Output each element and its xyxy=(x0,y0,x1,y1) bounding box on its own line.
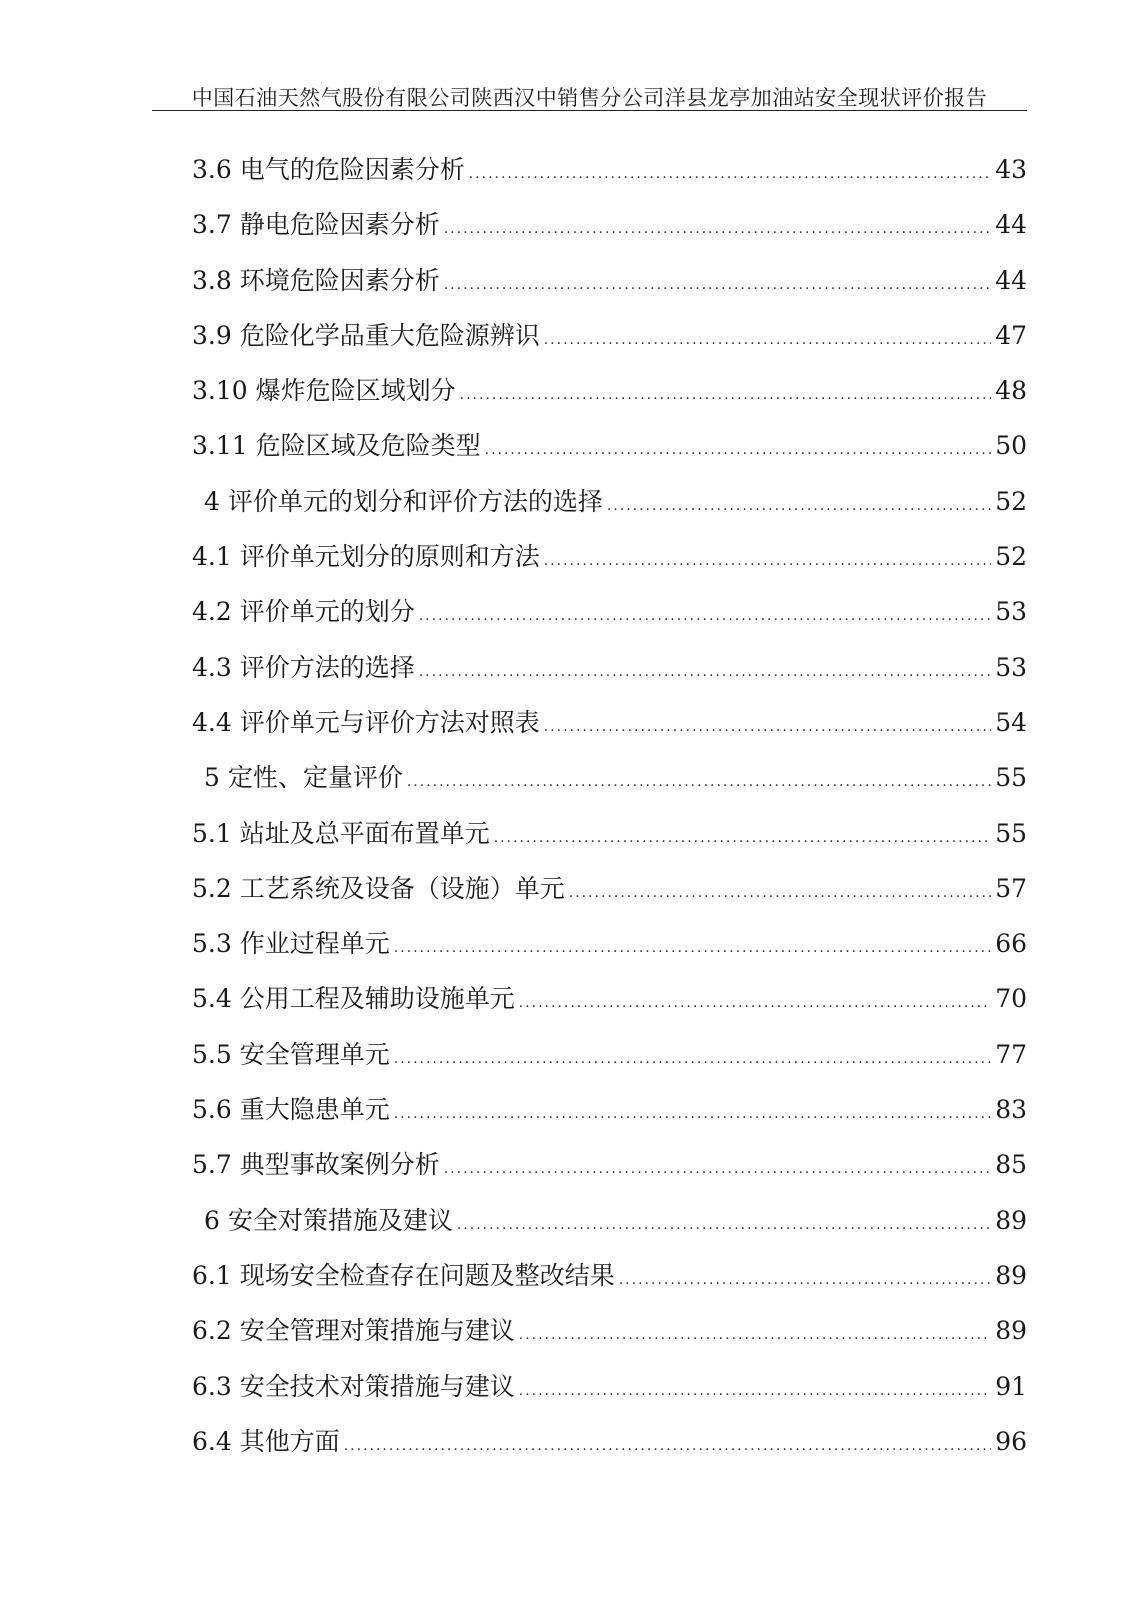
toc-entry[interactable] xyxy=(192,308,1027,363)
toc-entry-page-number: 66 xyxy=(995,929,1027,959)
toc-dot-leader xyxy=(344,1419,991,1474)
toc-entry-title: 3.6 电气的危险因素分析 xyxy=(192,155,465,184)
table-of-contents xyxy=(192,142,1027,1469)
toc-dot-leader xyxy=(419,645,991,700)
toc-entry-title: 4.1 评价单元划分的原则和方法 xyxy=(192,542,540,572)
toc-dot-leader xyxy=(619,1253,991,1308)
toc-entry-title: 6.3 安全技术对策措施与建议 xyxy=(192,1371,515,1401)
toc-entry-page-number: 57 xyxy=(995,873,1027,903)
toc-entry-title: 4.4 评价单元与评价方法对照表 xyxy=(192,707,540,737)
toc-entry-title: 4.2 评价单元的划分 xyxy=(192,597,415,627)
toc-entry[interactable] xyxy=(192,1137,1027,1192)
toc-entry-title: 3.8 环境危险因素分析 xyxy=(192,265,440,295)
toc-entry[interactable] xyxy=(192,750,1027,805)
toc-dot-leader xyxy=(460,368,992,423)
toc-entry-title: 5.3 作业过程单元 xyxy=(192,929,390,959)
toc-entry-page-number: 55 xyxy=(995,818,1027,848)
toc-entry-page-number: 55 xyxy=(995,763,1027,793)
toc-entry-page-number: 50 xyxy=(995,431,1027,461)
toc-entry[interactable] xyxy=(192,916,1027,971)
toc-dot-leader xyxy=(444,1142,991,1197)
toc-entry[interactable] xyxy=(192,1082,1027,1137)
toc-entry-page-number: 96 xyxy=(995,1426,1027,1456)
toc-entry[interactable] xyxy=(192,584,1027,639)
toc-entry[interactable] xyxy=(192,418,1027,473)
toc-entry-title: 3.7 静电危险因素分析 xyxy=(192,210,440,240)
toc-entry-page-number: 44 xyxy=(995,210,1027,240)
toc-entry-page-number: 89 xyxy=(995,1205,1027,1235)
toc-entry[interactable] xyxy=(192,1193,1027,1248)
toc-entry-title: 5.2 工艺系统及设备（设施）单元 xyxy=(192,873,565,903)
toc-dot-leader xyxy=(485,423,992,478)
toc-dot-leader xyxy=(519,976,991,1031)
toc-dot-leader xyxy=(444,258,991,313)
toc-dot-leader xyxy=(569,866,991,921)
toc-dot-leader xyxy=(494,811,991,866)
toc-entry[interactable] xyxy=(192,529,1027,584)
toc-entry[interactable] xyxy=(192,253,1027,308)
toc-entry-title: 6.4 其他方面 xyxy=(192,1426,340,1456)
toc-entry-page-number: 52 xyxy=(995,542,1027,572)
toc-entry-page-number: 89 xyxy=(995,1316,1027,1346)
toc-dot-leader xyxy=(394,1032,991,1087)
toc-entry-title: 3.10 爆炸危险区域划分 xyxy=(192,376,456,406)
toc-entry-title: 5.1 站址及总平面布置单元 xyxy=(192,818,490,848)
toc-entry-page-number: 83 xyxy=(995,1095,1027,1125)
toc-dot-leader xyxy=(457,1198,991,1253)
toc-entry[interactable] xyxy=(192,474,1027,529)
toc-entry-page-number: 47 xyxy=(995,320,1027,350)
toc-dot-leader xyxy=(519,1308,991,1363)
page-header: 中国石油天然气股份有限公司陕西汉中销售分公司洋县龙亭加油站安全现状评价报告 xyxy=(191,86,988,110)
toc-entry-page-number: 53 xyxy=(995,597,1027,627)
toc-entry-page-number: 70 xyxy=(995,984,1027,1014)
toc-entry[interactable] xyxy=(192,197,1027,252)
toc-entry-page-number: 43 xyxy=(995,155,1027,184)
toc-dot-leader xyxy=(394,921,991,976)
toc-entry-title: 5.4 公用工程及辅助设施单元 xyxy=(192,984,515,1014)
toc-entry-title: 6 安全对策措施及建议 xyxy=(204,1205,453,1235)
toc-entry-title: 4 评价单元的划分和评价方法的选择 xyxy=(204,486,603,516)
toc-dot-leader xyxy=(544,313,991,368)
toc-dot-leader xyxy=(544,700,991,755)
toc-entry-page-number: 52 xyxy=(995,486,1027,516)
toc-entry-title: 5.5 安全管理单元 xyxy=(192,1039,390,1069)
toc-entry-page-number: 91 xyxy=(995,1371,1027,1401)
toc-entry-title: 5.6 重大隐患单元 xyxy=(192,1095,390,1125)
toc-entry[interactable] xyxy=(192,1303,1027,1358)
toc-entry-title: 5.7 典型事故案例分析 xyxy=(192,1150,440,1180)
toc-entry-title: 3.11 危险区域及危险类型 xyxy=(192,431,481,461)
toc-entry[interactable] xyxy=(192,1248,1027,1303)
toc-entry[interactable] xyxy=(192,1359,1027,1414)
toc-entry-title: 6.2 安全管理对策措施与建议 xyxy=(192,1316,515,1346)
toc-entry-page-number: 44 xyxy=(995,265,1027,295)
toc-entry-page-number: 77 xyxy=(995,1039,1027,1069)
toc-entry[interactable] xyxy=(192,363,1027,418)
toc-entry-title: 4.3 评价方法的选择 xyxy=(192,652,415,682)
toc-entry-title: 3.9 危险化学品重大危险源辨识 xyxy=(192,320,540,350)
toc-entry[interactable] xyxy=(192,1414,1027,1469)
toc-dot-leader xyxy=(444,202,991,257)
toc-dot-leader xyxy=(394,1087,991,1142)
toc-entry[interactable] xyxy=(192,971,1027,1026)
toc-entry-page-number: 48 xyxy=(995,376,1027,406)
toc-entry-page-number: 53 xyxy=(995,652,1027,682)
toc-entry[interactable] xyxy=(192,640,1027,695)
toc-entry[interactable] xyxy=(192,142,1027,197)
toc-entry-title: 5 定性、定量评价 xyxy=(204,763,403,793)
toc-entry-page-number: 85 xyxy=(995,1150,1027,1180)
toc-entry[interactable] xyxy=(192,1027,1027,1082)
toc-entry[interactable] xyxy=(192,806,1027,861)
header-divider xyxy=(152,110,1027,111)
toc-entry[interactable] xyxy=(192,861,1027,916)
toc-dot-leader xyxy=(607,479,991,534)
toc-dot-leader xyxy=(519,1364,991,1419)
toc-entry-page-number: 54 xyxy=(995,707,1027,737)
toc-entry-title: 6.1 现场安全检查存在问题及整改结果 xyxy=(192,1260,615,1290)
toc-dot-leader xyxy=(469,147,991,202)
toc-dot-leader xyxy=(544,534,991,589)
toc-dot-leader xyxy=(407,755,991,810)
toc-entry-page-number: 89 xyxy=(995,1260,1027,1290)
toc-entry[interactable] xyxy=(192,695,1027,750)
toc-dot-leader xyxy=(419,589,991,644)
